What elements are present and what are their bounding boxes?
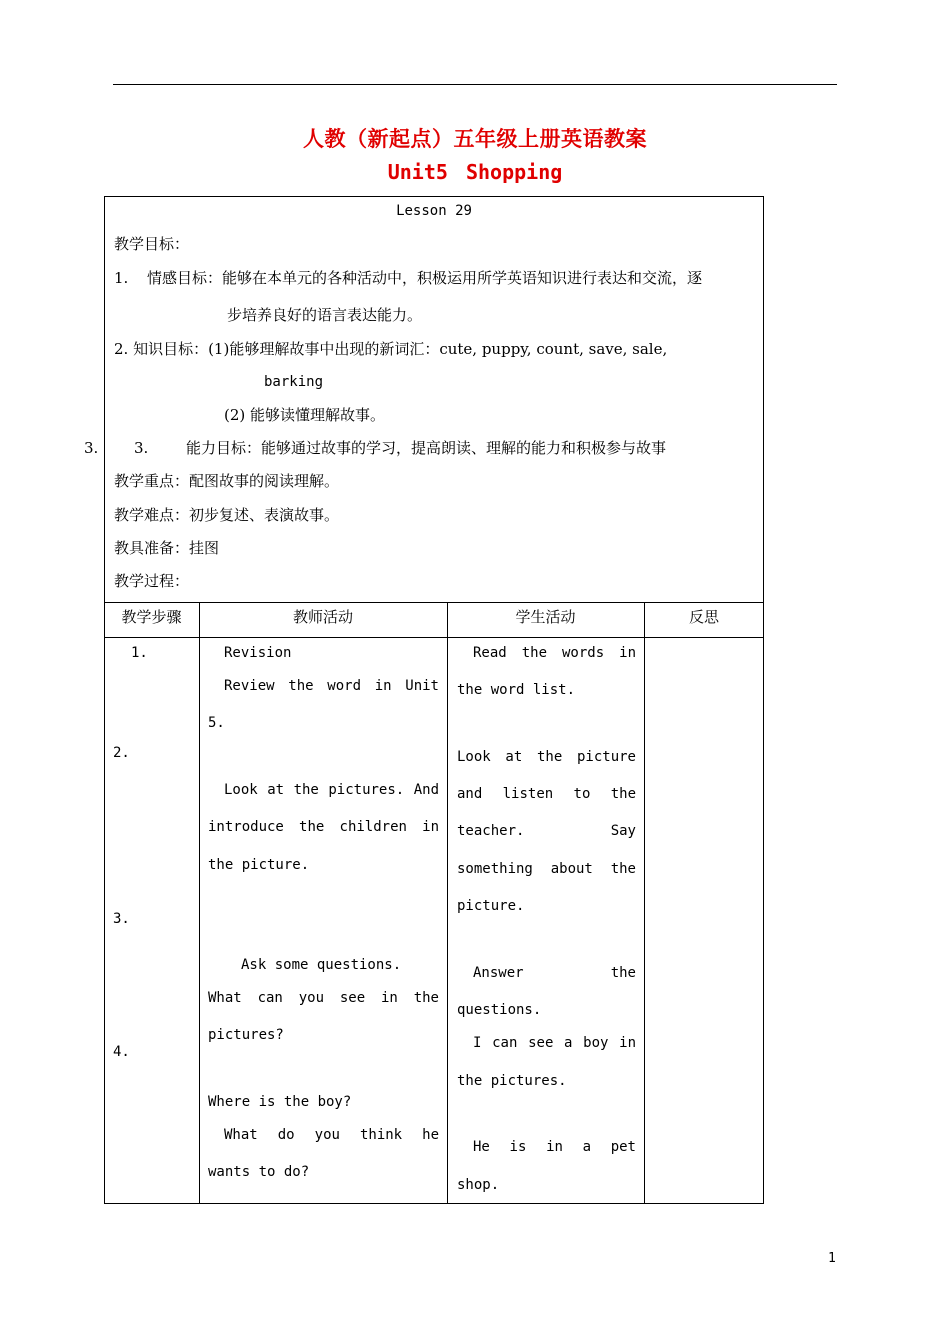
header-cell-steps: 教学步骤 (121, 608, 182, 626)
student-line: shop. (457, 1177, 500, 1193)
teacher-line: Revision (224, 645, 292, 661)
student-line: Read the words in (473, 645, 636, 661)
lesson-label: Lesson 29 (396, 203, 472, 219)
document-title: 人教（新起点）五年级上册英语教案 (303, 126, 647, 151)
objective-2-line-1: 2. 知识目标：(1)能够理解故事中出现的新词汇：cute, puppy, count, save, sale, (114, 340, 668, 358)
teacher-line: the picture. (208, 857, 310, 873)
column-divider-3 (644, 602, 645, 1204)
process-heading: 教学过程： (114, 572, 190, 590)
student-line: and listen to the (457, 786, 636, 802)
teacher-line: Look at the pictures. And (224, 782, 439, 798)
student-line: teacher. Say (457, 823, 636, 839)
teacher-line: Review the word in Unit (224, 678, 439, 694)
teacher-line: Where is the boy? (208, 1094, 352, 1110)
objective-3-outer-number: 3. (84, 439, 99, 457)
column-divider-1 (199, 602, 200, 1204)
teacher-line: What do you think he (224, 1127, 439, 1143)
teacher-line: introduce the children in (208, 819, 439, 835)
objective-2-line-3: (2) 能够读懂理解故事。 (224, 406, 386, 424)
student-line: picture. (457, 898, 525, 914)
student-line: I can see a boy in (473, 1035, 636, 1051)
page-number: 1 (828, 1251, 836, 1266)
objective-1-line-1: 情感目标：能够在本单元的各种活动中，积极运用所学英语知识进行表达和交流，逐 (147, 269, 703, 287)
student-line: Answer the (473, 965, 636, 981)
objective-3-number: 3. (134, 439, 149, 457)
objective-1-number: 1. (114, 269, 129, 287)
materials: 教具准备：挂图 (114, 539, 220, 557)
header-cell-teacher: 教师活动 (292, 608, 353, 626)
teacher-line: What can you see in the (208, 990, 439, 1006)
student-line: He is in a pet (473, 1139, 636, 1155)
student-line: something about the (457, 861, 636, 877)
objective-1-line-2: 步培养良好的语言表达能力。 (227, 306, 423, 324)
objectives-heading: 教学目标： (114, 235, 190, 253)
step-number-4: 4. (113, 1044, 130, 1060)
step-number-3: 3. (113, 911, 130, 927)
teacher-line: wants to do? (208, 1164, 310, 1180)
header-cell-reflection: 反思 (688, 608, 719, 626)
header-rule (113, 84, 837, 85)
difficulty: 教学难点：初步复述、表演故事。 (114, 506, 340, 524)
table-header-bottom-border (104, 637, 764, 638)
student-line: questions. (457, 1002, 542, 1018)
student-line: Look at the picture (457, 749, 636, 765)
objective-2-line-2: barking (264, 374, 324, 390)
column-divider-2 (447, 602, 448, 1204)
student-line: the word list. (457, 682, 576, 698)
unit-title: Unit5 Shopping (387, 160, 563, 184)
teacher-line: pictures? (208, 1027, 284, 1043)
header-cell-student: 学生活动 (515, 608, 576, 626)
teacher-line: 5. (208, 715, 225, 731)
step-number-2: 2. (113, 745, 130, 761)
table-header-top-border (104, 602, 764, 603)
objective-3-text: 能力目标：能够通过故事的学习，提高朗读、理解的能力和积极参与故事 (186, 439, 667, 457)
step-number-1: 1. (131, 645, 148, 661)
student-line: the pictures. (457, 1073, 567, 1089)
key-point: 教学重点：配图故事的阅读理解。 (114, 472, 340, 490)
teacher-line: Ask some questions. (241, 957, 402, 973)
